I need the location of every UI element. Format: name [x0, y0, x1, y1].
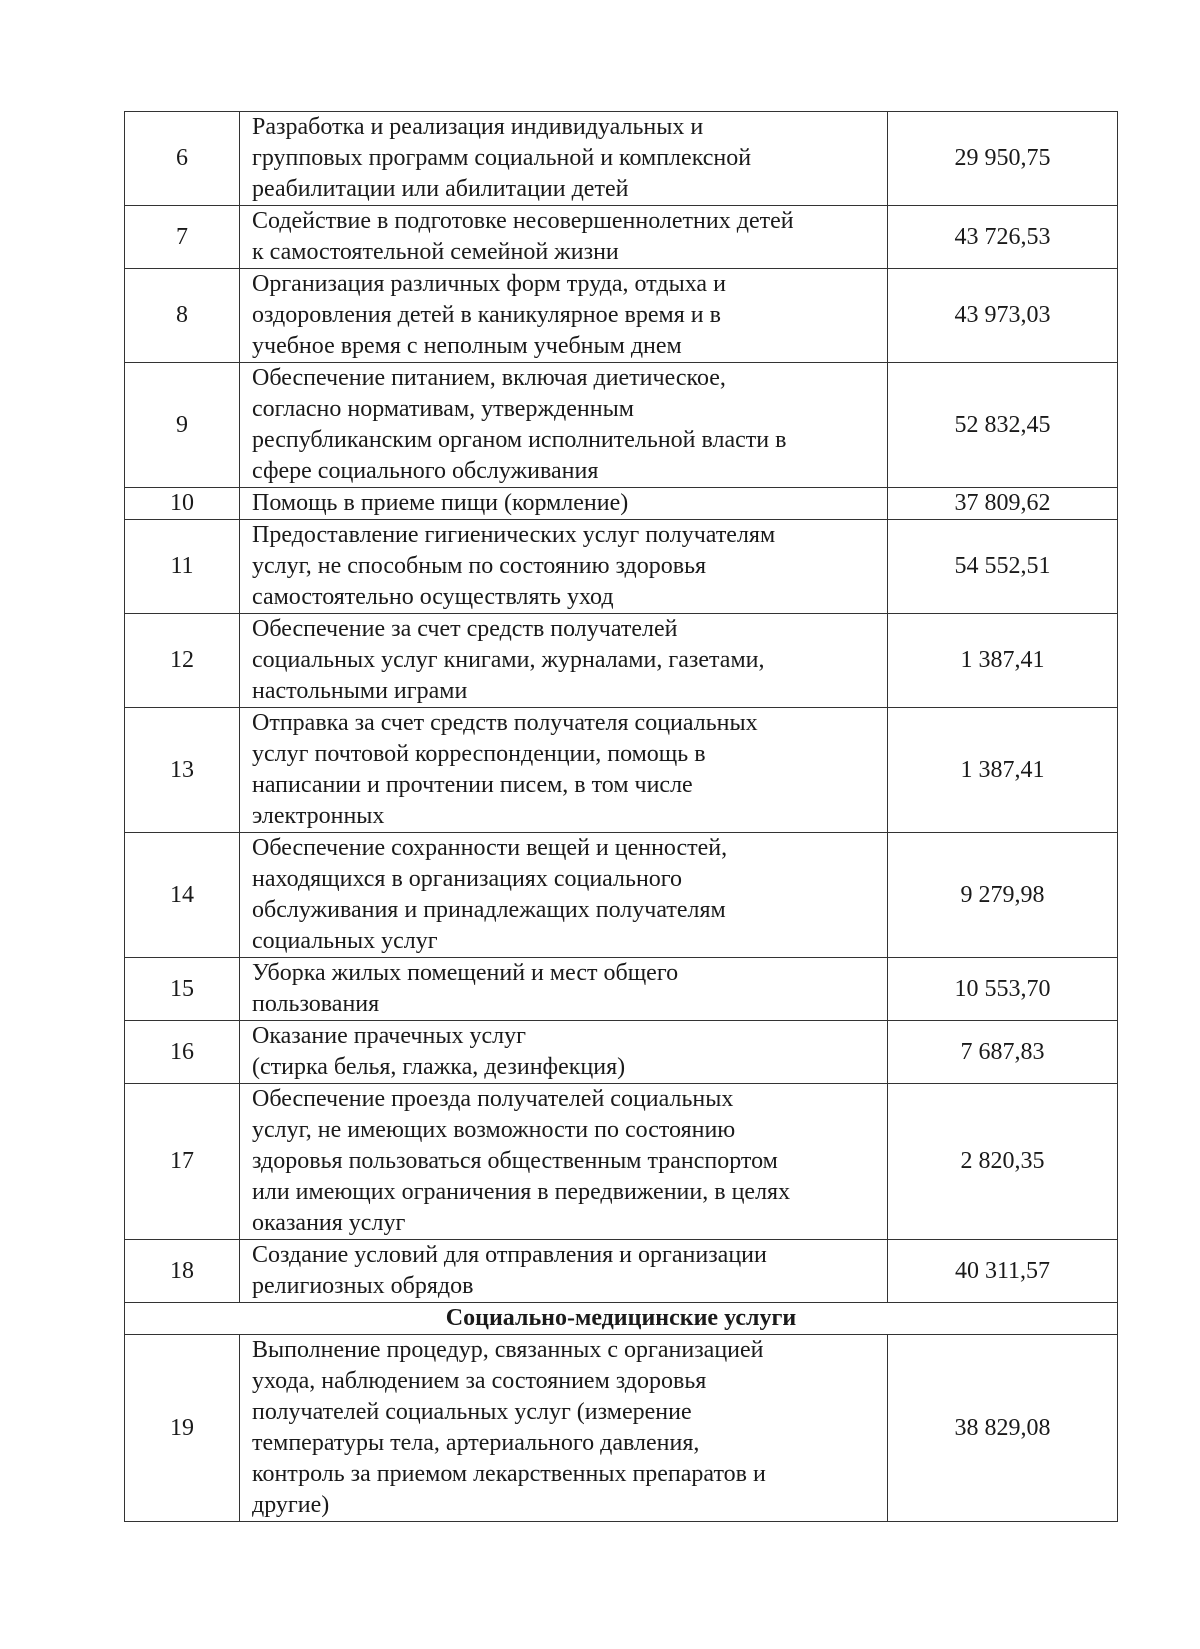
table-row [125, 614, 1118, 708]
service-name: Отправка за счет средств получателя социальных услуг почтовой корреспонденции, помощь в написании и прочтении писем, в том числе электронных [240, 708, 888, 833]
service-price: 9 279,98 [888, 833, 1118, 958]
row-number: 19 [125, 1335, 240, 1522]
service-price: 54 552,51 [888, 520, 1118, 614]
table-row [125, 488, 1118, 520]
row-number: 17 [125, 1084, 240, 1240]
service-name: Выполнение процедур, связанных с организацией ухода, наблюдением за состоянием здоровья получателей социальных услуг (измерение температуры тела, артериального давления, контроль за приемом лекарственных препаратов и другие) [240, 1335, 888, 1522]
table-row [125, 1021, 1118, 1084]
service-price: 37 809,62 [888, 488, 1118, 520]
service-price: 38 829,08 [888, 1335, 1118, 1522]
service-price: 2 820,35 [888, 1084, 1118, 1240]
row-number: 11 [125, 520, 240, 614]
service-price: 7 687,83 [888, 1021, 1118, 1084]
service-name: Обеспечение за счет средств получателей социальных услуг книгами, журналами, газетами, настольными играми [240, 614, 888, 708]
row-number: 15 [125, 958, 240, 1021]
row-number: 16 [125, 1021, 240, 1084]
table-row [125, 708, 1118, 833]
service-price: 43 973,03 [888, 269, 1118, 363]
table-row [125, 1335, 1118, 1522]
row-number: 10 [125, 488, 240, 520]
row-number: 12 [125, 614, 240, 708]
row-number: 13 [125, 708, 240, 833]
table-row [125, 112, 1118, 206]
row-number: 7 [125, 206, 240, 269]
table-row [125, 206, 1118, 269]
table-row [125, 1084, 1118, 1240]
row-number: 9 [125, 363, 240, 488]
table-body [125, 112, 1118, 1522]
service-price: 40 311,57 [888, 1240, 1118, 1303]
row-number: 8 [125, 269, 240, 363]
service-name: Разработка и реализация индивидуальных и групповых программ социальной и комплексной реабилитации или абилитации детей [240, 112, 888, 206]
table-row [125, 833, 1118, 958]
service-price: 10 553,70 [888, 958, 1118, 1021]
service-name: Создание условий для отправления и организации религиозных обрядов [240, 1240, 888, 1303]
service-name: Обеспечение сохранности вещей и ценностей, находящихся в организациях социального обслуживания и принадлежащих получателям социальных услуг [240, 833, 888, 958]
row-number: 6 [125, 112, 240, 206]
service-name: Уборка жилых помещений и мест общего пользования [240, 958, 888, 1021]
table-row [125, 958, 1118, 1021]
service-name: Содействие в подготовке несовершеннолетних детей к самостоятельной семейной жизни [240, 206, 888, 269]
service-name: Оказание прачечных услуг (стирка белья, глажка, дезинфекция) [240, 1021, 888, 1084]
row-number: 14 [125, 833, 240, 958]
table-row [125, 1240, 1118, 1303]
service-name: Обеспечение питанием, включая диетическое, согласно нормативам, утвержденным республиканским органом исполнительной власти в сфере социального обслуживания [240, 363, 888, 488]
service-price: 29 950,75 [888, 112, 1118, 206]
table-row [125, 269, 1118, 363]
row-number: 18 [125, 1240, 240, 1303]
table-row [125, 520, 1118, 614]
service-name: Организация различных форм труда, отдыха и оздоровления детей в каникулярное время и в учебное время с неполным учебным днем [240, 269, 888, 363]
service-name: Помощь в приеме пищи (кормление) [240, 488, 888, 520]
section-header-row [125, 1303, 1118, 1335]
service-name: Обеспечение проезда получателей социальных услуг, не имеющих возможности по состоянию здоровья пользоваться общественным транспортом или имеющих ограничения в передвижении, в целях оказания услуг [240, 1084, 888, 1240]
service-price: 1 387,41 [888, 614, 1118, 708]
table-row [125, 363, 1118, 488]
service-price: 43 726,53 [888, 206, 1118, 269]
service-name: Предоставление гигиенических услуг получателям услуг, не способным по состоянию здоровья самостоятельно осуществлять уход [240, 520, 888, 614]
section-title: Социально-медицинские услуги [125, 1303, 1118, 1335]
service-price: 52 832,45 [888, 363, 1118, 488]
services-price-table [124, 111, 1118, 1522]
service-price: 1 387,41 [888, 708, 1118, 833]
